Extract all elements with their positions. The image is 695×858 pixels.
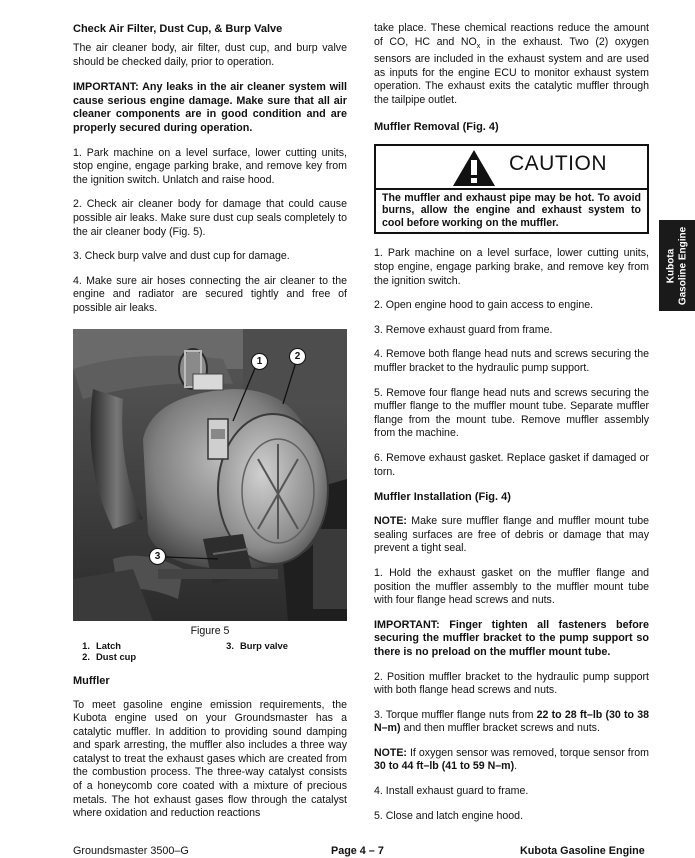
figure-legend — [73, 639, 347, 665]
air-filter-step-4: 4. Make sure air hoses connecting the air cleaner to the engine and radiator are secured tightly and free of possible air leaks. — [73, 274, 347, 314]
install-step-2: 2. Position muffler bracket to the hydraulic pump support with both flange head screws and nuts. — [374, 670, 649, 697]
air-filter-intro: The air cleaner body, air filter, dust cup, and burp valve should be checked daily, prior to operation. — [73, 42, 347, 68]
legend-item-dust-cup: 2. Dust cup — [82, 650, 137, 662]
section-heading-air-filter: Check Air Filter, Dust Cup, & Burp Valve — [73, 23, 283, 35]
removal-step-3: 3. Remove exhaust guard from frame. — [374, 323, 553, 336]
removal-step-6: 6. Remove exhaust gasket. Replace gasket if damaged or torn. — [374, 451, 649, 478]
note-oxygen-sensor: NOTE: If oxygen sensor was removed, torque sensor from 30 to 44 ft–lb (41 to 59 N–m). — [374, 746, 649, 773]
caution-text: The muffler and exhaust pipe may be hot. To avoid burns, allow the engine and exhaust system to cool before working on the muffler. — [382, 191, 641, 229]
important-air-leaks: IMPORTANT: Any leaks in the air cleaner system will cause serious engine damage. Make sure that all air cleaner components are in good condition and are properly secured during operation. — [73, 81, 347, 134]
callout-2: 2 — [289, 348, 306, 365]
footer-page-number: Page 4 – 7 — [331, 845, 384, 857]
section-heading-muffler-installation: Muffler Installation (Fig. 4) — [374, 491, 511, 504]
removal-step-5: 5. Remove four flange head nuts and screws securing the muffler flange to the muffler mount tube. Separate muffler flange from the mount tube. Remove muffler assembly from the machine. — [374, 386, 649, 440]
caution-box — [374, 144, 649, 235]
side-tab-line-2: Gasoline Engine — [677, 226, 688, 305]
left-column — [73, 22, 347, 821]
section-heading-muffler: Muffler — [73, 674, 110, 687]
muffler-description: To meet gasoline engine emission requirements, the Kubota engine used on your Groundsmaster has a catalytic muffler. In addition to providing sound damping and spark arresting, the muffler also includes a three way catalyst to treat the exhaust gases which are created from the combustion process. The three-way catalyst consists of a honeycomb core coated with a mixture of precious metals. The hot exhaust gases flow through the catalyst where oxidation and reduction reactions — [73, 698, 347, 820]
muffler-description-continued: take place. These chemical reactions reduce the amount of CO, HC and $NO_x$ in the exhaust. Two (2) oxygen sensors are included in the exhaust system and are used as inputs for the engine ECU to monitor exhaust system operation. The exhaust exits the catalytic muffler through the tailpipe outlet. — [374, 22, 649, 107]
install-step-3: 3. Torque muffler flange nuts from 22 to 28 ft–lb (30 to 38 N–m) and then muffler bracket screws and nuts. — [374, 708, 649, 735]
side-tab-line-1: Kubota — [665, 248, 677, 283]
air-cleaner-illustration — [73, 329, 347, 621]
callout-3: 3 — [149, 548, 166, 565]
install-step-1: 1. Hold the exhaust gasket on the muffler flange and position the muffler assembly to the muffler mount tube with four flange head screws and nuts. — [374, 566, 649, 607]
footer-model: Groundsmaster 3500–G — [73, 845, 189, 857]
install-step-4: 4. Install exhaust guard to frame. — [374, 785, 529, 798]
footer-chapter: Kubota Gasoline Engine — [520, 845, 645, 857]
chapter-side-tab — [659, 220, 695, 311]
air-cleaner-photo — [73, 329, 347, 621]
removal-step-1: 1. Park machine on a level surface, lower cutting units, stop engine, engage parking brake, and remove key from the ignition switch. — [374, 247, 649, 287]
right-column — [374, 22, 649, 823]
legend-item-burp-valve: 3. Burp valve — [226, 639, 288, 651]
air-filter-step-2: 2. Check air cleaner body for damage that could cause possible air leaks. Make sure dust cup seals completely to the air cleaner body (Fig. 5). — [73, 198, 347, 238]
caution-header — [376, 146, 647, 190]
install-step-5: 5. Close and latch engine hood. — [374, 809, 524, 822]
removal-step-4: 4. Remove both flange head nuts and screws securing the muffler bracket to the hydraulic pump support. — [374, 348, 649, 375]
figure-caption: Figure 5 — [190, 624, 230, 637]
note-sealing-surfaces: NOTE: Make sure muffler flange and muffler mount tube sealing surfaces are free of debris or damage that may prevent a tight seal. — [374, 515, 649, 555]
caution-title: CAUTION — [509, 151, 607, 175]
air-filter-step-3: 3. Check burp valve and dust cup for damage. — [73, 250, 290, 263]
important-finger-tighten: IMPORTANT: Finger tighten all fasteners before securing the muffler bracket to the pump support so there is no preload on the muffler mount tube. — [374, 618, 649, 658]
air-filter-step-1: 1. Park machine on a level surface, lower cutting units, stop engine, engage parking brake, and remove key from the ignition switch. Unlatch and raise hood. — [73, 146, 347, 186]
callout-1: 1 — [251, 353, 268, 370]
warning-triangle-icon — [452, 149, 496, 187]
section-heading-muffler-removal: Muffler Removal (Fig. 4) — [374, 120, 499, 133]
legend-item-latch: 1. Latch — [82, 639, 122, 651]
removal-step-2: 2. Open engine hood to gain access to engine. — [374, 299, 594, 312]
